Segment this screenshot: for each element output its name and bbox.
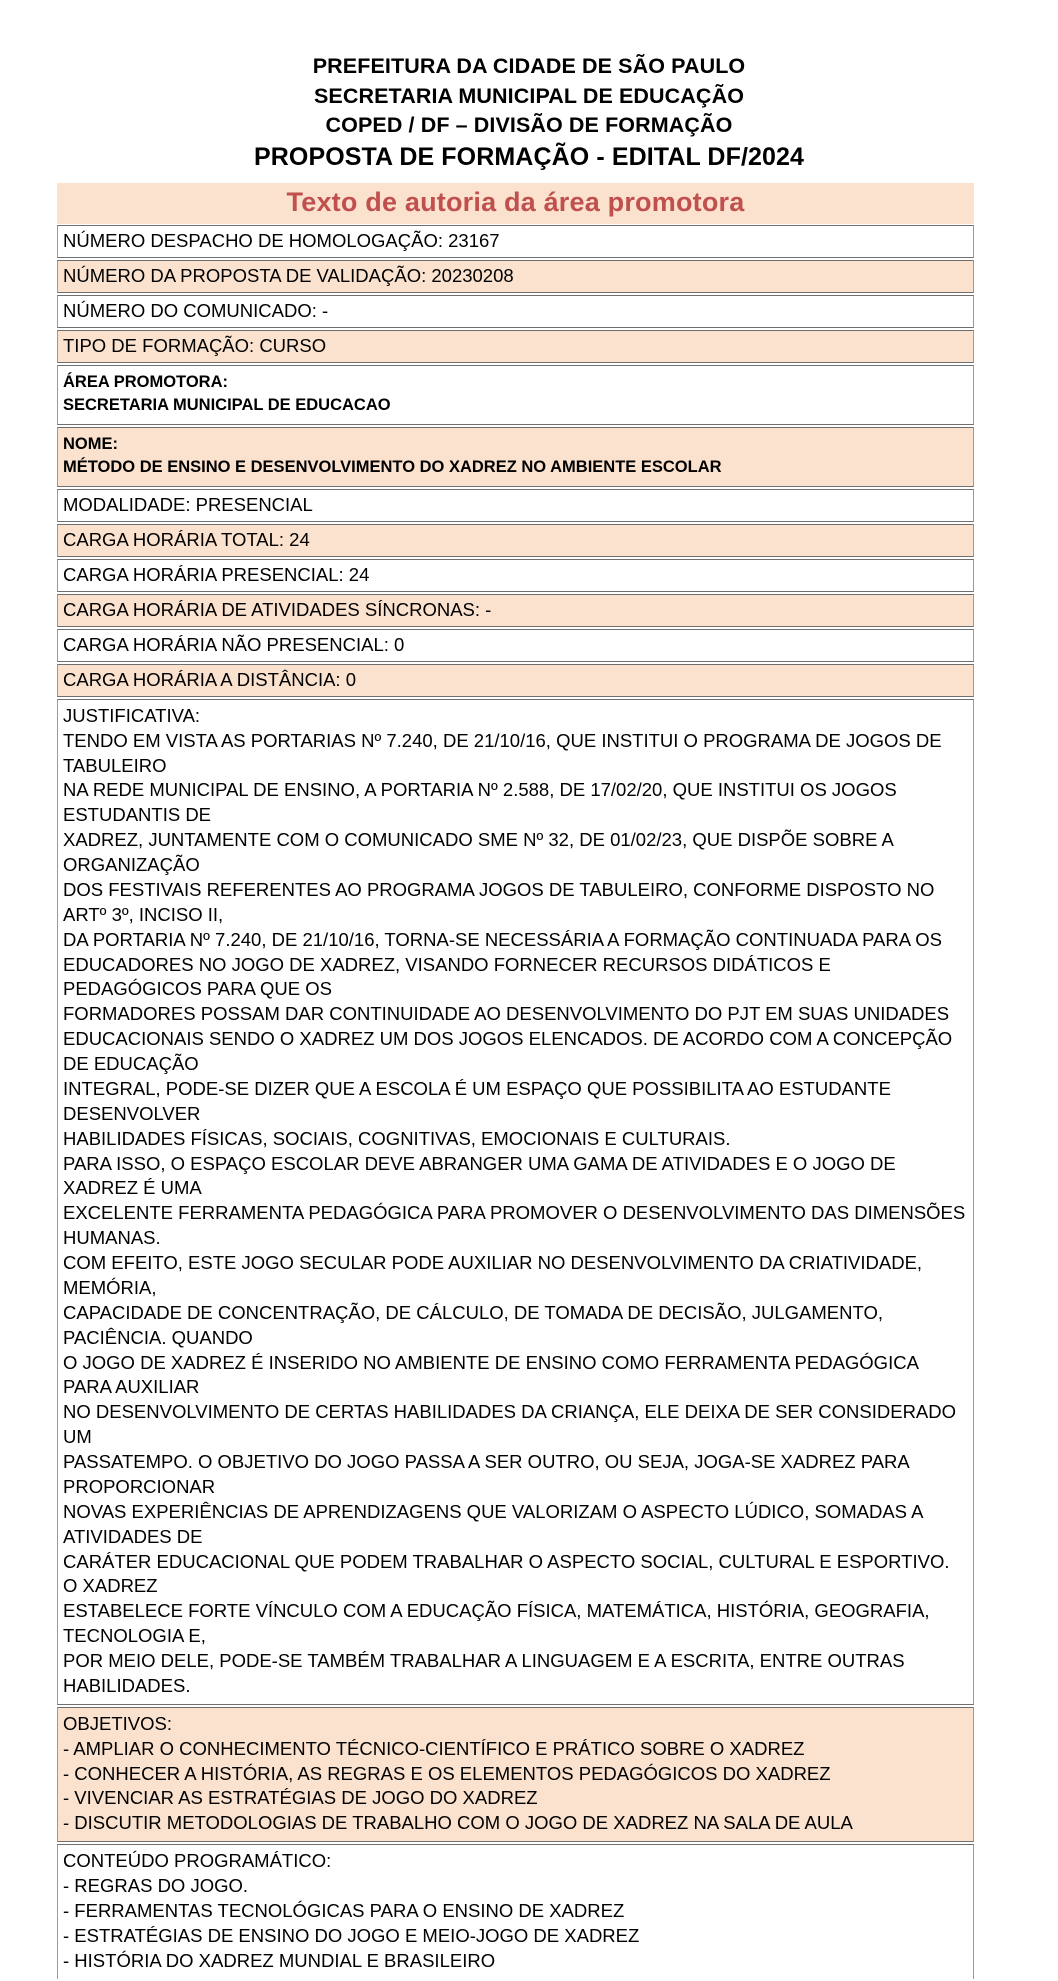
conteudo-label: CONTEÚDO PROGRAMÁTICO: <box>63 1850 332 1872</box>
field-nome-value: MÉTODO DE ENSINO E DESENVOLVIMENTO DO XADREZ NO AMBIENTE ESCOLAR <box>63 458 722 477</box>
field-despacho-homologacao: NÚMERO DESPACHO DE HOMOLOGAÇÃO: 23167 <box>63 229 500 251</box>
field-carga-nao-presencial: CARGA HORÁRIA NÃO PRESENCIAL: 0 <box>63 633 405 655</box>
justificativa-p1-line-3: XADREZ, JUNTAMENTE COM O COMUNICADO SME Nº 32, DE 01/02/23, QUE DISPÕE SOBRE A ORGANIZAÇÃO <box>63 829 893 876</box>
justificativa-p2-line-10: ESTABELECE FORTE VÍNCULO COM A EDUCAÇÃO FÍSICA, MATEMÁTICA, HISTÓRIA, GEOGRAFIA, TECNOLOGIA E, <box>63 1600 930 1647</box>
banner-label: Texto de autoria da área promotora <box>286 187 745 217</box>
justificativa-p2-line-7: PASSATEMPO. O OBJETIVO DO JOGO PASSA A SER OUTRO, OU SEJA, JOGA-SE XADREZ PARA PROPORCIONAR <box>63 1451 909 1497</box>
document-header <box>0 0 1058 170</box>
objetivos-item-1: - AMPLIAR O CONHECIMENTO TÉCNICO-CIENTÍFICO E PRÁTICO SOBRE O XADREZ <box>63 1737 805 1759</box>
field-row-tipo-formacao <box>57 330 974 363</box>
field-nome-label: NOME: <box>63 434 118 453</box>
justificativa-p2-line-2: EXCELENTE FERRAMENTA PEDAGÓGICA PARA PROMOVER O DESENVOLVIMENTO DAS DIMENSÕES HUMANAS. <box>63 1202 966 1249</box>
header-line-2: SECRETARIA MUNICIPAL DE EDUCAÇÃO <box>313 83 745 108</box>
field-row-area-promotora <box>57 365 974 425</box>
field-area-promotora-value: SECRETARIA MUNICIPAL DE EDUCACAO <box>63 396 391 415</box>
section-justificativa <box>57 699 974 1705</box>
field-row-proposta-validacao <box>57 260 974 293</box>
section-objetivos <box>57 1707 974 1842</box>
field-comunicado: NÚMERO DO COMUNICADO: - <box>63 299 329 321</box>
field-row-modalidade <box>57 489 974 522</box>
field-carga-sincronas: CARGA HORÁRIA DE ATIVIDADES SÍNCRONAS: - <box>63 598 492 620</box>
justificativa-p1-line-1: TENDO EM VISTA AS PORTARIAS Nº 7.240, DE 21/10/16, QUE INSTITUI O PROGRAMA DE JOGOS DE TABULEIRO <box>63 729 942 776</box>
field-tipo-formacao: TIPO DE FORMAÇÃO: CURSO <box>63 334 327 356</box>
header-line-3: COPED / DF – DIVISÃO DE FORMAÇÃO <box>325 113 733 137</box>
field-row-carga-total <box>57 524 974 557</box>
field-row-carga-nao-presencial <box>57 629 974 662</box>
conteudo-item-2: - FERRAMENTAS TECNOLÓGICAS PARA O ENSINO DE XADREZ <box>63 1899 625 1921</box>
field-row-comunicado <box>57 295 974 328</box>
justificativa-p2-line-1: PARA ISSO, O ESPAÇO ESCOLAR DEVE ABRANGER UMA GAMA DE ATIVIDADES E O JOGO DE XADREZ É UMA <box>63 1152 896 1199</box>
conteudo-item-4: - HISTÓRIA DO XADREZ MUNDIAL E BRASILEIRO <box>63 1949 496 1971</box>
header-line-1: PREFEITURA DA CIDADE DE SÃO PAULO <box>312 54 746 78</box>
objetivos-item-2: - CONHECER A HISTÓRIA, AS REGRAS E OS ELEMENTOS PEDAGÓGICOS DO XADREZ <box>63 1762 831 1784</box>
objetivos-item-4: - DISCUTIR METODOLOGIAS DE TRABALHO COM O JOGO DE XADREZ NA SALA DE AULA <box>63 1812 853 1834</box>
justificativa-p2-line-9: CARÁTER EDUCACIONAL QUE PODEM TRABALHAR O ASPECTO SOCIAL, CULTURAL E ESPORTIVO. O XADREZ <box>63 1550 950 1597</box>
justificativa-p2-line-3: COM EFEITO, ESTE JOGO SECULAR PODE AUXILIAR NO DESENVOLVIMENTO DA CRIATIVIDADE, MEMÓRIA, <box>63 1252 923 1298</box>
field-proposta-validacao: NÚMERO DA PROPOSTA DE VALIDAÇÃO: 20230208 <box>63 264 514 286</box>
field-carga-presencial: CARGA HORÁRIA PRESENCIAL: 24 <box>63 563 370 585</box>
field-row-carga-distancia <box>57 664 974 697</box>
justificativa-p1-line-2: NA REDE MUNICIPAL DE ENSINO, A PORTARIA Nº 2.588, DE 17/02/20, QUE INSTITUI OS JOGOS ESTUDANTIS DE <box>63 779 897 826</box>
field-modalidade: MODALIDADE: PRESENCIAL <box>63 493 313 515</box>
field-row-nome <box>57 427 974 487</box>
section-conteudo-programatico <box>57 1844 974 1978</box>
section-banner <box>57 183 974 224</box>
justificativa-p1-line-6: EDUCADORES NO JOGO DE XADREZ, VISANDO FORNECER RECURSOS DIDÁTICOS E PEDAGÓGICOS PARA QUE OS <box>63 953 831 1000</box>
field-carga-distancia: CARGA HORÁRIA A DISTÂNCIA: 0 <box>63 668 357 690</box>
justificativa-p2-line-8: NOVAS EXPERIÊNCIAS DE APRENDIZAGENS QUE VALORIZAM O ASPECTO LÚDICO, SOMADAS A ATIVIDADES DE <box>63 1500 923 1547</box>
justificativa-p2-line-11: POR MEIO DELE, PODE-SE TAMBÉM TRABALHAR A LINGUAGEM E A ESCRITA, ENTRE OUTRAS HABILIDADES. <box>63 1650 905 1696</box>
field-area-promotora-label: ÁREA PROMOTORA: <box>63 372 228 391</box>
justificativa-p1-line-5: DA PORTARIA Nº 7.240, DE 21/10/16, TORNA-SE NECESSÁRIA A FORMAÇÃO CONTINUADA PARA OS <box>63 928 942 950</box>
justificativa-p1-line-4: DOS FESTIVAIS REFERENTES AO PROGRAMA JOGOS DE TABULEIRO, CONFORME DISPOSTO NO ARTº 3º, INCISO II, <box>63 878 935 925</box>
field-row-carga-presencial <box>57 559 974 592</box>
justificativa-p2-line-4: CAPACIDADE DE CONCENTRAÇÃO, DE CÁLCULO, DE TOMADA DE DECISÃO, JULGAMENTO, PACIÊNCIA. QUANDO <box>63 1301 883 1348</box>
conteudo-item-3: - ESTRATÉGIAS DE ENSINO DO JOGO E MEIO-JOGO DE XADREZ <box>63 1924 640 1946</box>
objetivos-item-3: - VIVENCIAR AS ESTRATÉGIAS DE JOGO DO XADREZ <box>63 1787 538 1809</box>
justificativa-p1-line-10: HABILIDADES FÍSICAS, SOCIAIS, COGNITIVAS, EMOCIONAIS E CULTURAIS. <box>63 1127 731 1149</box>
justificativa-p2-line-6: NO DESENVOLVIMENTO DE CERTAS HABILIDADES DA CRIANÇA, ELE DEIXA DE SER CONSIDERADO UM <box>63 1401 957 1448</box>
field-row-despacho-homologacao <box>57 225 974 258</box>
proposal-form-table <box>57 183 974 1981</box>
justificativa-p1-line-7: FORMADORES POSSAM DAR CONTINUIDADE AO DESENVOLVIMENTO DO PJT EM SUAS UNIDADES <box>63 1003 950 1025</box>
field-carga-total: CARGA HORÁRIA TOTAL: 24 <box>63 528 310 550</box>
justificativa-p1-line-9: INTEGRAL, PODE-SE DIZER QUE A ESCOLA É UM ESPAÇO QUE POSSIBILITA AO ESTUDANTE DESENVOLVER <box>63 1077 891 1124</box>
field-row-carga-sincronas <box>57 594 974 627</box>
justificativa-p2-line-5: O JOGO DE XADREZ É INSERIDO NO AMBIENTE DE ENSINO COMO FERRAMENTA PEDAGÓGICA PARA AUXILIAR <box>63 1351 918 1398</box>
objetivos-label: OBJETIVOS: <box>63 1712 172 1734</box>
conteudo-item-1: - REGRAS DO JOGO. <box>63 1875 249 1897</box>
header-title-line: PROPOSTA DE FORMAÇÃO - EDITAL DF/2024 <box>253 142 805 171</box>
justificativa-p1-line-8: EDUCACIONAIS SENDO O XADREZ UM DOS JOGOS ELENCADOS. DE ACORDO COM A CONCEPÇÃO DE EDUCAÇÃO <box>63 1028 953 1075</box>
justificativa-label: JUSTIFICATIVA: <box>63 704 201 726</box>
